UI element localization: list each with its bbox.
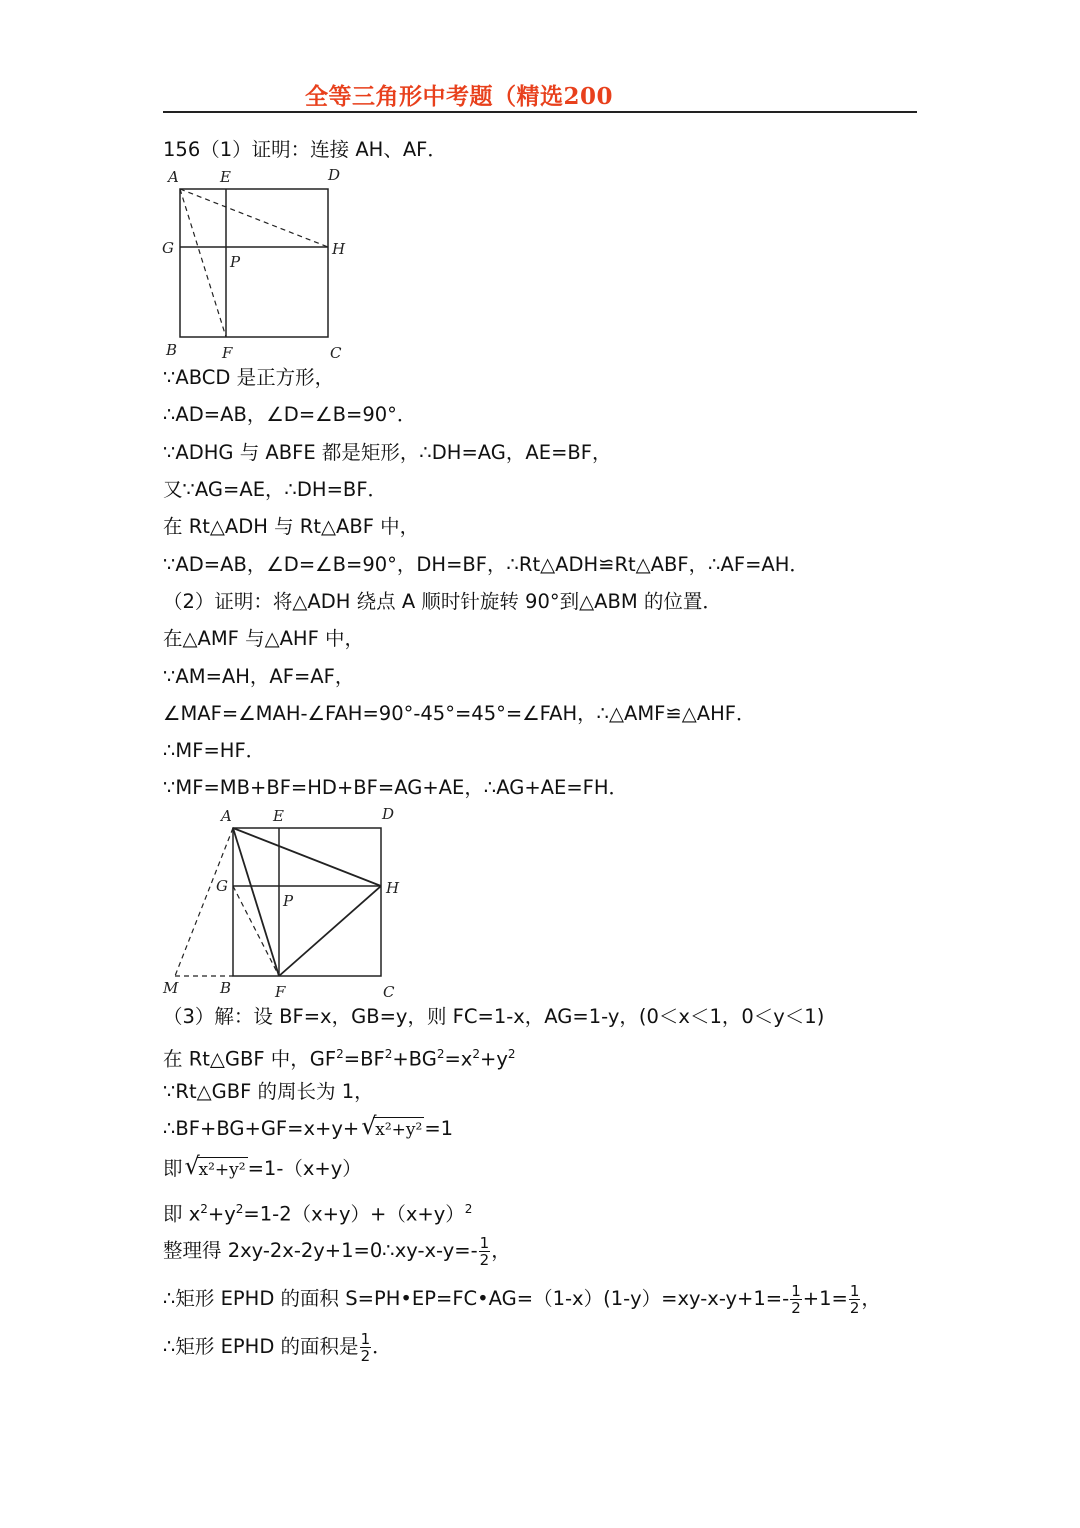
text-line-4: ∵ADHG 与 ABFE 都是矩形，∴DH=AG，AE=BF，: [163, 441, 612, 464]
figure-2-rotated-triangle-diagram: [158, 802, 408, 1002]
fraction-half: $\frac{1}{2}$: [360, 1330, 371, 1365]
fig1-label-A: A: [168, 168, 179, 186]
fig2-label-B: B: [220, 979, 232, 997]
text-line-13: ∵MF=MB+BF=HD+BF=AG+AE，∴AG+AE=FH．: [163, 776, 629, 799]
fig1-label-E: E: [220, 168, 231, 186]
header-rule: [163, 111, 917, 113]
fig2-label-P: P: [283, 892, 294, 910]
fraction-half: $\frac{1}{2}$: [849, 1282, 860, 1317]
fig1-label-D: D: [328, 166, 341, 184]
fraction-half: $\frac{1}{2}$: [791, 1282, 801, 1317]
text-line-15: 在 Rt△GBF 中，$GF^2=BF^2+BG^2=x^2+y^2$: [163, 1047, 516, 1071]
text-line-3: ∴AD=AB，∠D=∠B=90°．: [163, 403, 417, 426]
text-line-19: 即 $x^2+y^2=1-2(x+y)+(x+y)^2$: [163, 1202, 473, 1226]
fig1-label-C: C: [330, 344, 342, 362]
text-line-8: （2）证明：将△ADH 绕点 A 顺时针旋转 90°到△ABM 的位置．: [163, 590, 722, 613]
fig2-label-A: A: [221, 807, 232, 825]
document-header-title: 全等三角形中考题（精选200: [305, 83, 614, 110]
fig1-label-F: F: [222, 344, 233, 362]
figure-1-square-diagram: [160, 162, 360, 364]
fig2-label-M: M: [163, 979, 179, 997]
sqrt-expression: √ x²+y²: [361, 1112, 423, 1140]
text-line-10: ∵AM=AH，AF=AF，: [163, 665, 355, 688]
fig2-label-G: G: [216, 877, 228, 895]
text-line-1: 156（1）证明：连接 AH、AF．: [163, 138, 447, 161]
sqrt-expression-2: √ x²+y²: [184, 1152, 246, 1180]
text-line-17: ∴BF+BG+GF=x+y+ √ x²+y² =1: [163, 1112, 454, 1140]
fig1-label-H: H: [332, 240, 346, 258]
fig2-label-C: C: [383, 983, 395, 1001]
text-line-6: 在 Rt△ADH 与 Rt△ABF 中，: [163, 515, 420, 538]
text-line-16: ∵Rt△GBF 的周长为 1，: [163, 1080, 374, 1103]
text-line-20: 整理得 2xy-2x-2y+1=0∴xy-x-y=- $\frac{1}{2}$ ，: [163, 1234, 511, 1269]
fig2-label-H: H: [386, 879, 400, 897]
text-line-21: ∴矩形 EPHD 的面积 S=PH•EP=FC•AG=（1-x）(1-y）=xy-x-y+1=- $\frac{1}{2}$ +1= $\frac{1}{2}$ ，: [163, 1282, 881, 1317]
text-line-18: 即 √ x²+y² =1-（x+y）: [163, 1152, 362, 1180]
fig1-label-G: G: [162, 239, 174, 257]
fig2-label-E: E: [273, 807, 284, 825]
text-line-7: ∵AD=AB，∠D=∠B=90°，DH=BF，∴Rt△ADH≌Rt△ABF，∴AF=AH．: [163, 553, 809, 576]
text-line-9: 在△AMF 与△AHF 中，: [163, 627, 364, 650]
text-line-11: ∠MAF=∠MAH-∠FAH=90°-45°=45°=∠FAH，∴△AMF≌△AHF．: [163, 702, 756, 725]
fig2-label-F: F: [275, 983, 286, 1001]
text-line-22: ∴矩形 EPHD 的面积是 $\frac{1}{2}$ ．: [163, 1330, 392, 1365]
fig1-label-P: P: [230, 253, 241, 271]
text-line-2: ∵ABCD 是正方形，: [163, 366, 335, 389]
fig2-label-D: D: [382, 805, 395, 823]
text-line-12: ∴MF=HF．: [163, 739, 266, 762]
text-line-14: （3）解：设 BF=x，GB=y，则 FC=1-x，AG=1-y，(0＜x＜1，0＜y＜1): [163, 1005, 825, 1028]
fraction-half: $\frac{1}{2}$: [479, 1234, 490, 1269]
text-line-5: 又∵AG=AE，∴DH=BF．: [163, 478, 388, 501]
fig1-label-B: B: [166, 341, 178, 359]
